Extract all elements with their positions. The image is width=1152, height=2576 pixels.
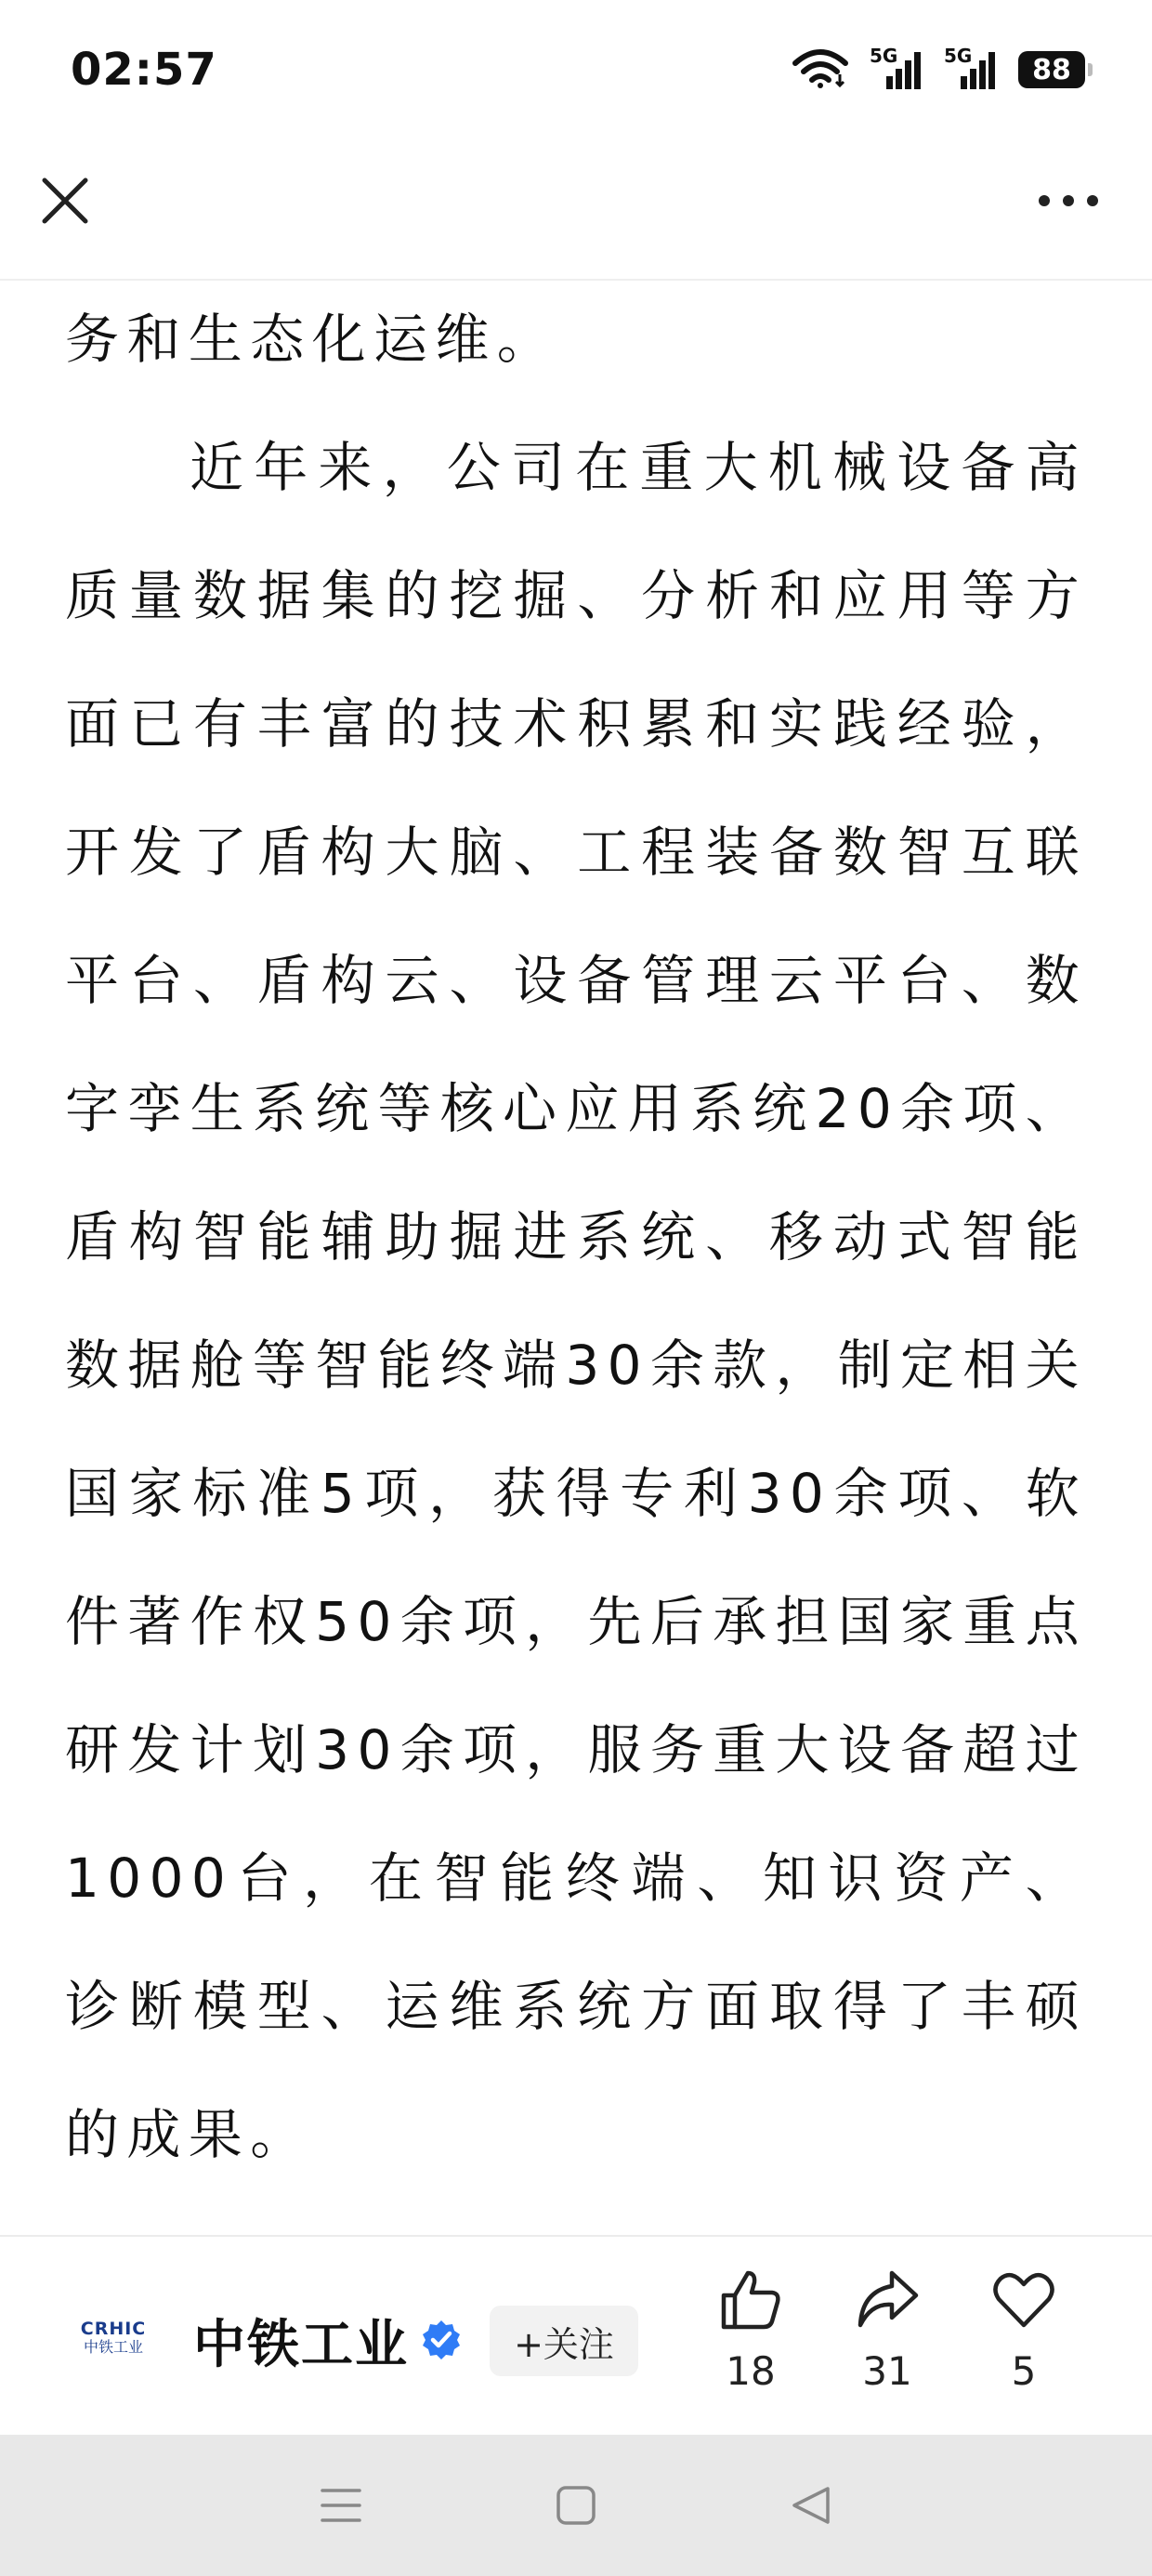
cellular-signal-icon-1 — [870, 45, 923, 91]
like-count: 18 — [726, 2348, 776, 2394]
favorite-action[interactable] — [973, 2265, 1075, 2394]
author-name[interactable]: 中铁工业 — [193, 2315, 409, 2375]
home-icon — [556, 2485, 596, 2526]
cellular-signal-icon-2 — [944, 45, 998, 91]
wifi-icon — [792, 46, 849, 93]
article-paragraph: 近年来，公司在重大机械设备高质量数据集的挖掘、分析和应用等方面已有丰富的技术积累和实践经验，开发了盾构大脑、工程装备数智互联平台、盾构云、设备管理云平台、数字孪生系统等核心应用系统20余项、盾构智能辅助掘进系统、移动式智能数据舱等智能终端30余款，制定相关国家标准5项，获得专利30余项、软件著作权50余项，先后承担国家重点研发计划30余项，服务重大设备超过1000台，在智能终端、知识资产、诊断模型、运维系统方面取得了丰硕的成果。 — [65, 436, 1087, 2166]
heart-icon — [988, 2265, 1059, 2335]
verified-badge-icon — [420, 2319, 463, 2361]
author-bar — [0, 2235, 1152, 2435]
share-count: 31 — [862, 2348, 912, 2394]
favorite-count: 5 — [1011, 2348, 1037, 2394]
follow-button[interactable]: +关注 — [490, 2306, 638, 2376]
status-icons — [792, 46, 1085, 93]
back-button[interactable] — [779, 2473, 844, 2538]
battery-icon: 88 — [1018, 51, 1085, 88]
more-button[interactable] — [1031, 173, 1106, 229]
menu-icon — [320, 2487, 362, 2524]
more-icon — [1038, 194, 1099, 207]
sim2-label: 5G — [944, 45, 973, 67]
top-nav — [0, 139, 1152, 281]
article-body — [65, 281, 1087, 2232]
thumbs-up-icon — [715, 2265, 786, 2335]
share-action[interactable] — [836, 2265, 938, 2394]
status-bar — [0, 0, 1152, 139]
sim1-label: 5G — [870, 45, 898, 67]
close-icon — [40, 176, 90, 226]
logo-text-bottom: 中铁工业 — [83, 2338, 143, 2356]
author-logo[interactable] — [74, 2318, 152, 2359]
status-time: 02:57 — [71, 44, 217, 96]
menu-button[interactable] — [308, 2473, 373, 2538]
share-icon — [852, 2265, 923, 2335]
close-button[interactable] — [37, 173, 93, 229]
system-nav-bar — [0, 2435, 1152, 2576]
logo-text-top: CRHIC — [80, 2319, 147, 2339]
back-icon — [791, 2485, 831, 2526]
like-action[interactable] — [700, 2265, 802, 2394]
home-button[interactable] — [543, 2473, 609, 2538]
article-paragraph: 务和生态化运维。 — [65, 308, 559, 371]
